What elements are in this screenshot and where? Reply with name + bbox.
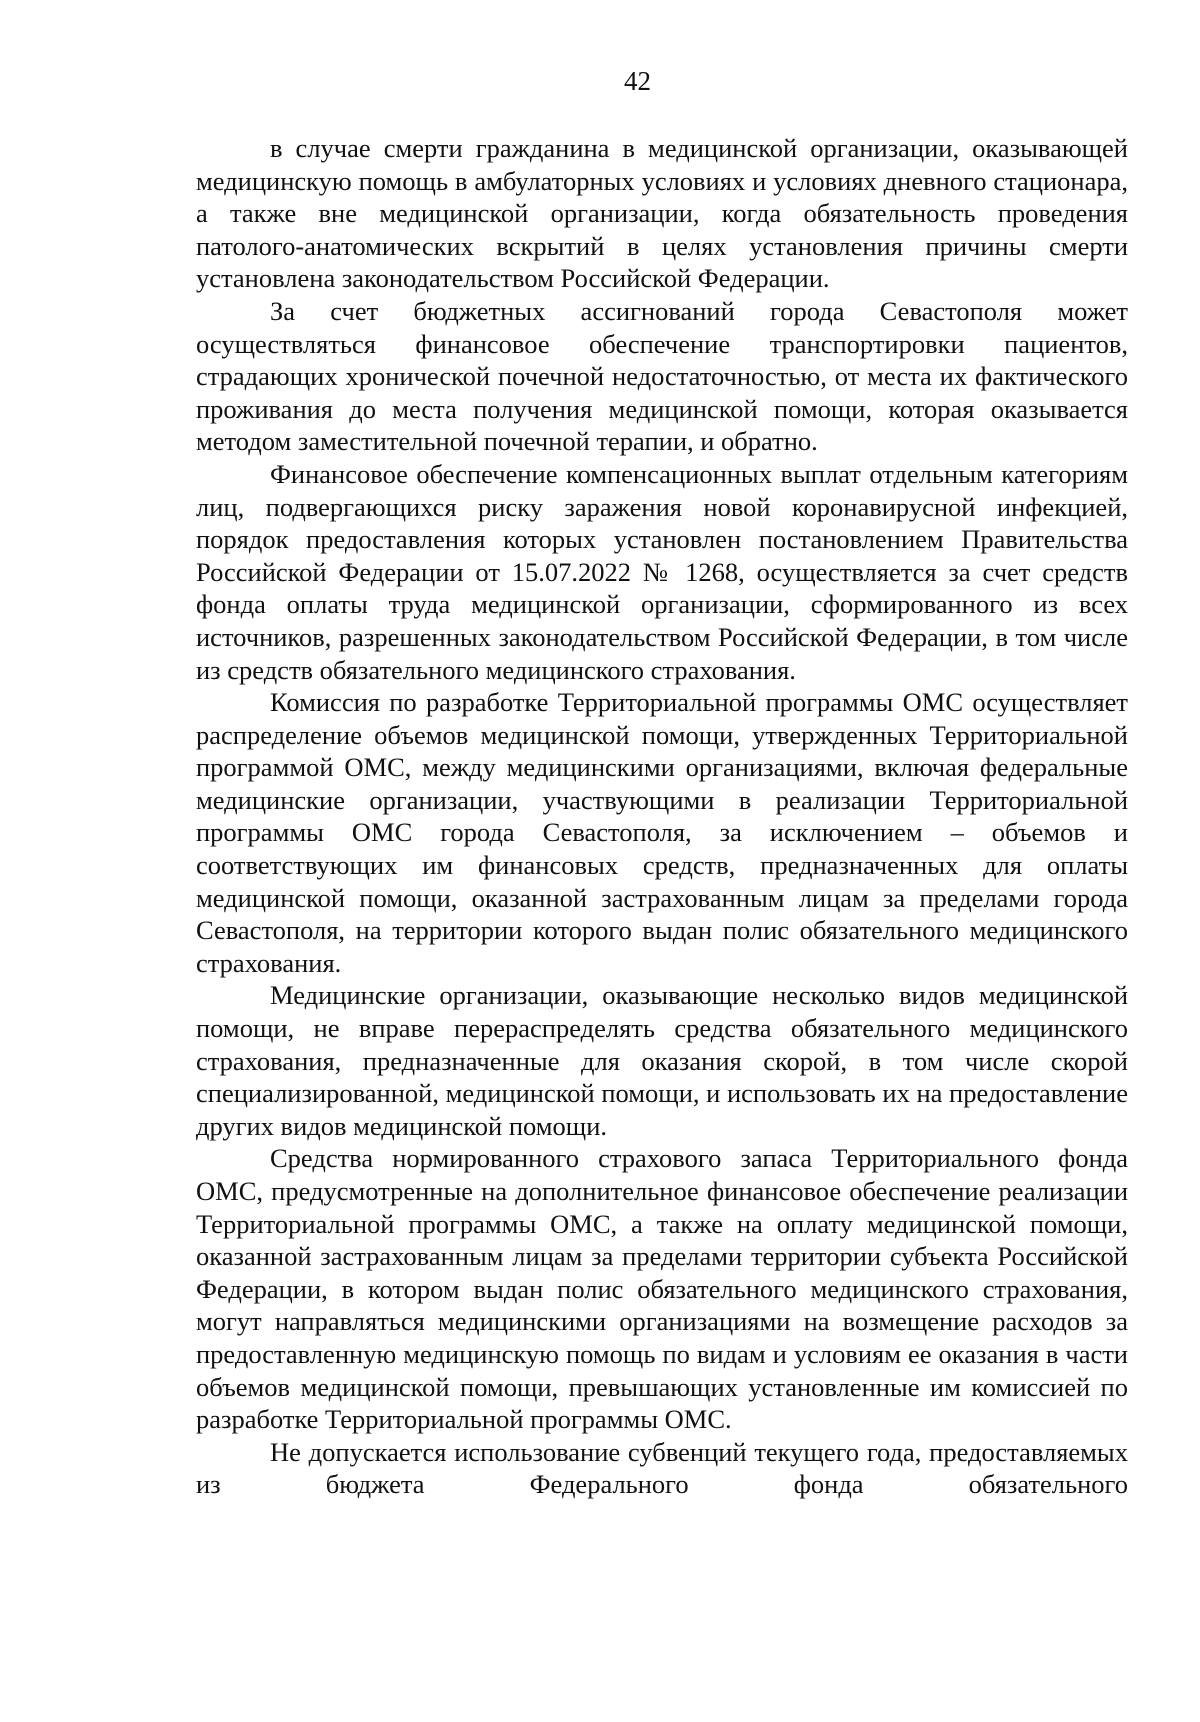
document-body [196,132,1128,1501]
paragraph-insurance-reserve: Средства нормированного страхового запаса Территориального фонда ОМС, предусмотренные на дополнительное финансовое обеспечение реализации Территориальной программы ОМС, а также на оплату медицинской помощи, оказанной застрахованным лицам за пределами территории субъекта Российской Федерации, в котором выдан полис обязательного медицинского страхования, могут направляться медицинскими организациями на возмещение расходов за предоставленную медицинскую помощь по видам и условиям ее оказания в части объемов медицинской помощи, превышающих установленные им комиссией по разработке Территориальной программы ОМС. [196,1143,1128,1435]
paragraph-transport-funding: За счет бюджетных ассигнований города Севастополя может осуществляться финансовое обеспечение транспортировки пациентов, страдающих хронической почечной недостаточностью, от места их фактического проживания до места получения медицинской помощи, которая оказывается методом заместительной почечной терапии, и обратно. [196,295,1128,457]
paragraph-commission-distribution: Комиссия по разработке Территориальной программы ОМС осуществляет распределение объемов медицинской помощи, утвержденных Территориальной программой ОМС, между медицинскими организациями, включая федеральные медицинские организации, участвующими в реализации Территориальной программы ОМС города Севастополя, за исключением – объемов и соответствующих им финансовых средств, предназначенных для оплаты медицинской помощи, оказанной застрахованным лицам за пределами города Севастополя, на территории которого выдан полис обязательного медицинского страхования. [196,687,1128,978]
paragraph-subventions: Не допускается использование субвенций текущего года, предоставляемых из бюджета Федерального фонда обязательного [196,1436,1128,1500]
paragraph-continuation: в случае смерти гражданина в медицинской организации, оказывающей медицинскую помощь в амбулаторных условиях и условиях дневного стационара, а также вне медицинской организации, когда обязательность проведения патолого-анатомических вскрытий в целях установления причины смерти установлена законодательством Российской Федерации. [196,133,1128,294]
paragraph-redistribution-ban: Медицинские организации, оказывающие несколько видов медицинской помощи, не вправе перераспределять средства обязательного медицинского страхования, предназначенные для оказания скорой, в том числе скорой специализированной, медицинской помощи, и использовать их на предоставление других видов медицинской помощи. [196,980,1128,1141]
paragraph-compensation-payments: Финансовое обеспечение компенсационных выплат отдельным категориям лиц, подвергающихся риску заражения новой коронавирусной инфекцией, порядок предоставления которых установлен постановлением Правительства Российской Федерации от 15.07.2022 № 1268, осуществляется за счет средств фонда оплаты труда медицинской организации, сформированного из всех источников, разрешенных законодательством Российской Федерации, в том числе из средств обязательного медицинского страхования. [196,458,1128,685]
page-number: 42 [624,66,651,96]
